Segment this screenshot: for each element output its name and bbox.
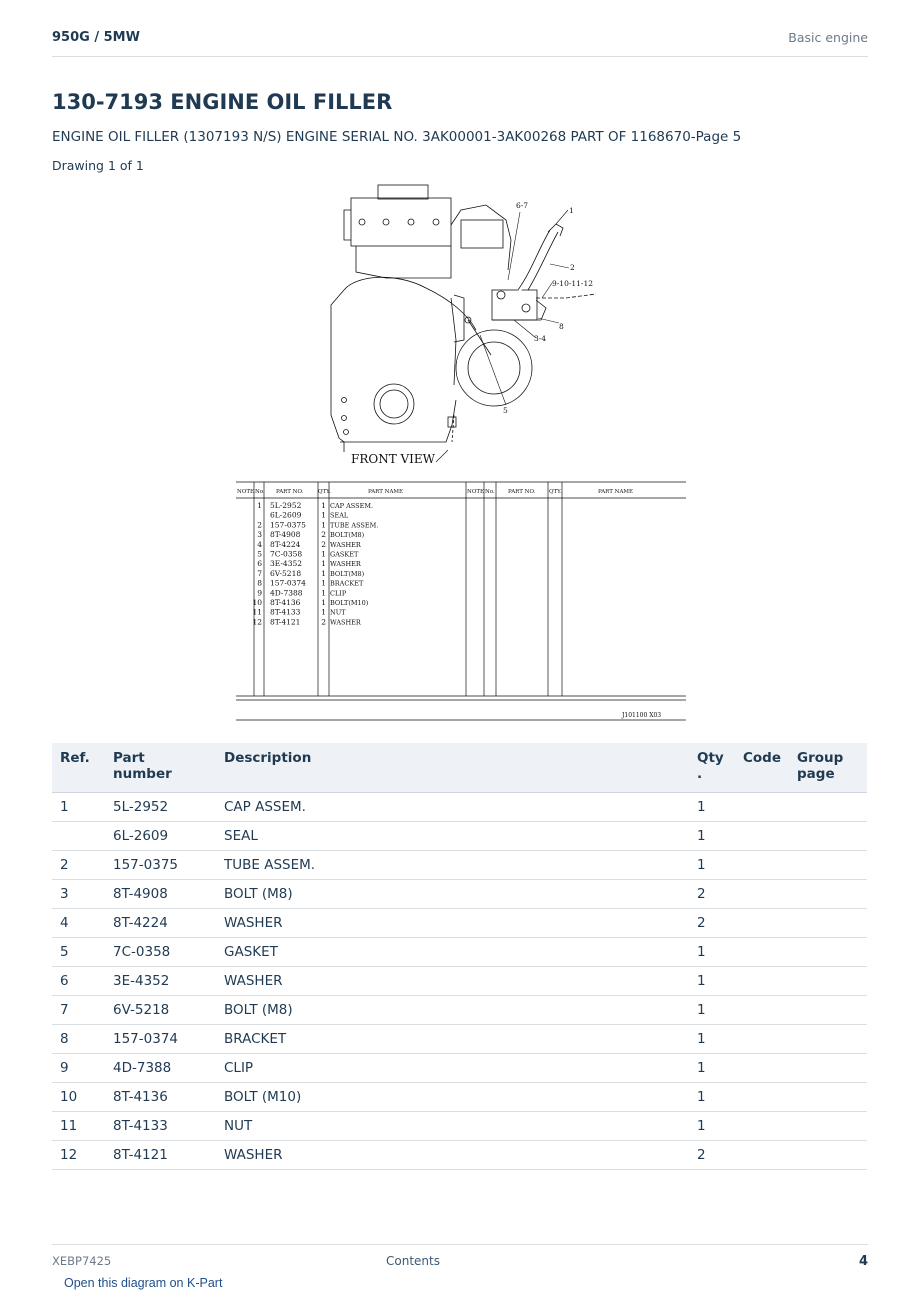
- sheet-cell-name: TUBE ASSEM.: [330, 521, 379, 530]
- col-part-number: Part number: [105, 743, 216, 793]
- cell-qty: 1: [689, 793, 735, 822]
- callout-2: 2: [570, 263, 575, 272]
- cell-group-page: [789, 996, 867, 1025]
- parts-table: [52, 743, 867, 1170]
- sheet-cell-part: 7C-0358: [270, 549, 303, 559]
- section-name: Basic engine: [788, 30, 868, 45]
- sheet-cell-no: 8: [257, 578, 262, 588]
- sheet-cell-name: WASHER: [330, 560, 361, 569]
- sheet-rows: [252, 501, 378, 626]
- drawing-label: Drawing 1 of 1: [52, 158, 144, 173]
- cell-group-page: [789, 851, 867, 880]
- table-row: [52, 822, 867, 851]
- sheet-cell-part: 157-0375: [270, 520, 306, 530]
- sheet-cell-no: 10: [252, 598, 262, 607]
- front-view-label: FRONT VIEW: [351, 452, 436, 466]
- open-kpart-link[interactable]: Open this diagram on K-Part: [64, 1276, 223, 1290]
- sheet-cell-name: BOLT(M10): [330, 599, 369, 607]
- cell-group-page: [789, 793, 867, 822]
- sheet-cell-no: 9: [257, 588, 262, 598]
- callout-8: 8: [559, 322, 564, 331]
- sheet-cell-no: 12: [252, 617, 262, 627]
- cell-group-page: [789, 1112, 867, 1141]
- sheet-cell-part: 6L-2609: [270, 510, 302, 520]
- cell-ref: 2: [52, 851, 105, 880]
- sheet-cell-qty: 1: [321, 607, 326, 617]
- cell-group-page: [789, 1025, 867, 1054]
- cell-code: [735, 967, 789, 996]
- sheet-cell-name: BRACKET: [330, 579, 364, 588]
- sheet-cell-qty: 1: [321, 598, 326, 607]
- callout-6-7: 6-7: [516, 201, 529, 210]
- sheet-cell-name: NUT: [330, 608, 346, 617]
- sheet-cell-qty: 1: [321, 578, 326, 588]
- cell-qty: 2: [689, 909, 735, 938]
- cell-group-page: [789, 1083, 867, 1112]
- cell-group-page: [789, 1054, 867, 1083]
- cell-part-number: 157-0375: [105, 851, 216, 880]
- cell-part-number: 8T-4133: [105, 1112, 216, 1141]
- cell-code: [735, 909, 789, 938]
- cell-group-page: [789, 938, 867, 967]
- table-row: [52, 1141, 867, 1170]
- sheet-cell-qty: 2: [321, 617, 326, 627]
- sheet-cell-part: 8T-4121: [270, 617, 301, 627]
- cell-ref: 8: [52, 1025, 105, 1054]
- sheet-header-no: No.: [255, 489, 265, 495]
- sheet-cell-qty: 1: [321, 501, 326, 510]
- parts-table-header: [52, 743, 867, 793]
- sheet-cell-name: BOLT(M8): [330, 569, 365, 578]
- cell-ref: [52, 822, 105, 851]
- sheet-header-name-2: PART NAME: [598, 489, 634, 495]
- cell-ref: 12: [52, 1141, 105, 1170]
- callout-3-4: 3-4: [534, 334, 547, 343]
- sheet-cell-no: 11: [252, 607, 262, 617]
- sheet-cell-name: WASHER: [330, 618, 361, 627]
- sheet-cell-part: 8T-4136: [270, 598, 301, 607]
- sheet-cell-qty: 1: [321, 568, 326, 578]
- sheet-cell-part: 3E-4352: [270, 559, 303, 569]
- sheet-cell-no: 1: [257, 501, 262, 510]
- cell-group-page: [789, 880, 867, 909]
- cell-description: BOLT (M8): [216, 996, 689, 1025]
- cell-group-page: [789, 909, 867, 938]
- cell-part-number: 8T-4121: [105, 1141, 216, 1170]
- sheet-cell-part: 8T-4133: [270, 607, 301, 617]
- cell-part-number: 6V-5218: [105, 996, 216, 1025]
- sheet-header-qty: QTY.: [318, 489, 331, 495]
- cell-ref: 3: [52, 880, 105, 909]
- sheet-cell-qty: 1: [321, 549, 326, 559]
- cell-group-page: [789, 1141, 867, 1170]
- sheet-cell-name: CAP ASSEM.: [330, 502, 374, 510]
- machine-model: 950G / 5MW: [52, 30, 140, 45]
- cell-description: NUT: [216, 1112, 689, 1141]
- cell-code: [735, 1112, 789, 1141]
- sheet-cell-no: 4: [257, 539, 262, 549]
- col-description: Description: [216, 743, 689, 793]
- cell-ref: 10: [52, 1083, 105, 1112]
- table-row: [52, 851, 867, 880]
- cell-qty: 1: [689, 1112, 735, 1141]
- cell-ref: 6: [52, 967, 105, 996]
- table-row: [52, 996, 867, 1025]
- sheet-header-qty-2: QTY.: [549, 489, 562, 495]
- cell-part-number: 8T-4224: [105, 909, 216, 938]
- cell-ref: 4: [52, 909, 105, 938]
- cell-code: [735, 793, 789, 822]
- cell-description: WASHER: [216, 1141, 689, 1170]
- sheet-cell-no: 3: [257, 530, 262, 540]
- table-row: [52, 1112, 867, 1141]
- cell-part-number: 7C-0358: [105, 938, 216, 967]
- cell-description: CLIP: [216, 1054, 689, 1083]
- cell-code: [735, 880, 789, 909]
- cell-code: [735, 996, 789, 1025]
- cell-qty: 1: [689, 1025, 735, 1054]
- cell-qty: 1: [689, 851, 735, 880]
- cell-part-number: 8T-4908: [105, 880, 216, 909]
- sheet-header-note: NOTE: [237, 489, 255, 495]
- table-row: [52, 880, 867, 909]
- sheet-code: J101100 X03: [622, 712, 662, 719]
- cell-description: GASKET: [216, 938, 689, 967]
- table-row: [52, 938, 867, 967]
- cell-description: BRACKET: [216, 1025, 689, 1054]
- table-row: [52, 909, 867, 938]
- callout-1: 1: [569, 206, 574, 215]
- cell-part-number: 6L-2609: [105, 822, 216, 851]
- cell-part-number: 8T-4136: [105, 1083, 216, 1112]
- table-row: [52, 1054, 867, 1083]
- sheet-cell-part: 4D-7388: [270, 588, 303, 598]
- cell-part-number: 4D-7388: [105, 1054, 216, 1083]
- cell-ref: 1: [52, 793, 105, 822]
- sheet-cell-no: 5: [257, 549, 262, 559]
- cell-ref: 7: [52, 996, 105, 1025]
- sheet-cell-part: 157-0374: [270, 578, 306, 588]
- sheet-header-partno: PART NO.: [276, 489, 304, 495]
- sheet-cell-part: 5L-2952: [270, 501, 302, 510]
- sheet-header-partno-2: PART NO.: [508, 489, 536, 495]
- sheet-cell-name: GASKET: [330, 550, 359, 559]
- sheet-cell-no: 2: [257, 520, 262, 530]
- document-id: XEBP7425: [52, 1254, 112, 1268]
- cell-code: [735, 851, 789, 880]
- contents-link[interactable]: Contents: [386, 1254, 440, 1268]
- sheet-cell-qty: 2: [321, 539, 326, 549]
- cell-qty: 2: [689, 880, 735, 909]
- page-title: 130-7193 ENGINE OIL FILLER: [52, 90, 393, 114]
- cell-ref: 11: [52, 1112, 105, 1141]
- page-number: 4: [858, 1254, 868, 1269]
- col-group-page: Group page: [789, 743, 867, 793]
- cell-qty: 1: [689, 996, 735, 1025]
- cell-qty: 1: [689, 822, 735, 851]
- cell-part-number: 5L-2952: [105, 793, 216, 822]
- cell-code: [735, 1054, 789, 1083]
- sheet-cell-no: 7: [257, 568, 262, 578]
- callout-5: 5: [503, 406, 508, 415]
- cell-ref: 5: [52, 938, 105, 967]
- cell-group-page: [789, 967, 867, 996]
- cell-description: BOLT (M8): [216, 880, 689, 909]
- cell-description: WASHER: [216, 909, 689, 938]
- cell-qty: 1: [689, 1083, 735, 1112]
- sheet-cell-qty: 1: [321, 588, 326, 598]
- page-header: [52, 28, 868, 57]
- table-row: [52, 793, 867, 822]
- cell-part-number: 3E-4352: [105, 967, 216, 996]
- sheet-cell-qty: 1: [321, 559, 326, 569]
- sheet-cell-qty: 1: [321, 510, 326, 520]
- cell-qty: 1: [689, 938, 735, 967]
- callout-9-10-11-12: 9-10-11-12: [552, 279, 594, 288]
- sheet-cell-qty: 1: [321, 520, 326, 530]
- cell-description: CAP ASSEM.: [216, 793, 689, 822]
- col-code: Code: [735, 743, 789, 793]
- cell-part-number: 157-0374: [105, 1025, 216, 1054]
- cell-description: SEAL: [216, 822, 689, 851]
- cell-qty: 2: [689, 1141, 735, 1170]
- sheet-header-note-2: NOTE: [467, 489, 485, 495]
- cell-qty: 1: [689, 967, 735, 996]
- cell-description: BOLT (M10): [216, 1083, 689, 1112]
- sheet-cell-qty: 2: [321, 530, 326, 540]
- table-row: [52, 1083, 867, 1112]
- sheet-cell-no: 6: [257, 559, 262, 569]
- cell-description: TUBE ASSEM.: [216, 851, 689, 880]
- cell-code: [735, 822, 789, 851]
- cell-ref: 9: [52, 1054, 105, 1083]
- sheet-cell-name: SEAL: [330, 511, 349, 520]
- cell-group-page: [789, 822, 867, 851]
- cell-code: [735, 1083, 789, 1112]
- cell-code: [735, 1141, 789, 1170]
- sheet-cell-name: CLIP: [330, 589, 347, 598]
- cell-code: [735, 1025, 789, 1054]
- col-ref: Ref.: [52, 743, 105, 793]
- sheet-cell-part: 6V-5218: [270, 568, 302, 578]
- cell-description: WASHER: [216, 967, 689, 996]
- sheet-headers: [237, 489, 633, 495]
- sheet-header-name: PART NAME: [368, 489, 404, 495]
- table-row: [52, 967, 867, 996]
- cell-code: [735, 938, 789, 967]
- page-subtitle: ENGINE OIL FILLER (1307193 N/S) ENGINE SERIAL NO. 3AK00001-3AK00268 PART OF 1168670-Page 5: [52, 129, 742, 145]
- cell-qty: 1: [689, 1054, 735, 1083]
- engine-oil-filler-diagram: [236, 180, 686, 725]
- page-footer: [52, 1244, 868, 1275]
- sheet-header-no-2: No.: [485, 489, 495, 495]
- engine-drawing: [331, 185, 596, 452]
- sheet-cell-name: BOLT(M8): [330, 531, 365, 540]
- drawing-parts-sheet: [236, 482, 686, 720]
- table-row: [52, 1025, 867, 1054]
- sheet-cell-name: WASHER: [330, 540, 361, 549]
- sheet-cell-part: 8T-4908: [270, 530, 301, 540]
- col-qty: Qty .: [689, 743, 735, 793]
- sheet-cell-part: 8T-4224: [270, 539, 301, 549]
